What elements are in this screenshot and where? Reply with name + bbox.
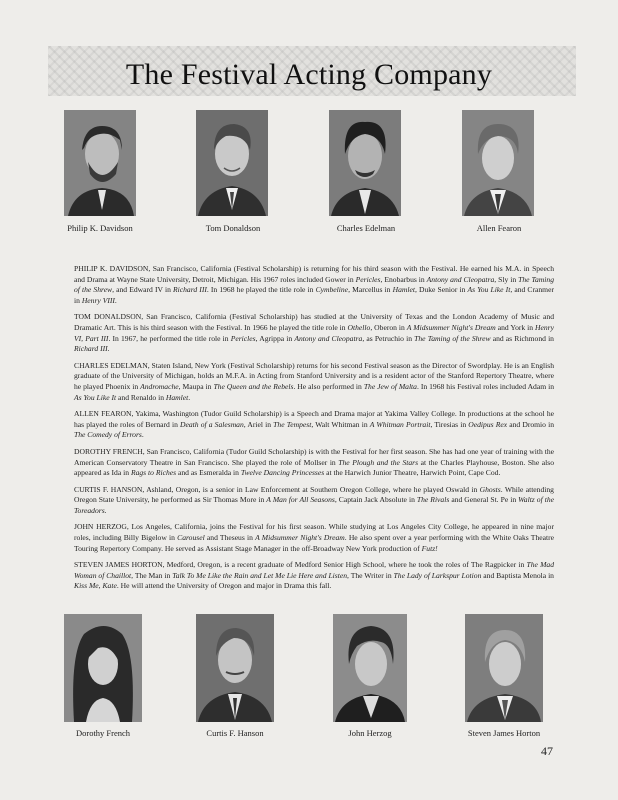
bio-title-italic: The Tempest [273,419,312,429]
bio-title-italic: The Jew of Malta [363,381,417,391]
bio-name: CHARLES EDELMAN [74,360,148,370]
bio-text: and as Richmond in [490,333,554,343]
bio-text: . He also performed in [293,381,364,391]
bio-name: JOHN HERZOG [74,522,127,532]
bio-text: . [141,430,144,440]
caption-fearon: Allen Fearon [476,223,522,233]
bio-paragraph [74,264,554,306]
bio-name: TOM DONALDSON [74,312,142,322]
bio-title-italic: A Man for All Seasons [266,495,335,505]
bio-title-italic: Rags to Riches [130,468,177,478]
bio-text: . In 1968 he played the title role in [206,285,316,295]
bio-title-italic: Henry VIII [81,295,115,305]
bio-title-italic: The Lady of Larkspur Lotion [393,570,482,580]
bio-paragraph [74,522,554,554]
bio-title-italic: Hamlet [165,392,189,402]
bio-title-italic: The Taming of the Shrew [414,333,491,343]
bio-text: and Theseus in [204,533,256,543]
bio-text: , San Francisco, California (Tudor Guild Scholarship) is with the Festival for her first season. She has had one year of training with the American Conservatory Theatre in San Francisco. She played the role of Mollser in [74,446,554,467]
bio-text: , Walt Whitman in [311,419,370,429]
bio-title-italic: Talk To Me Like the Rain and Let Me Lie Here and Listen [172,570,348,580]
bio-text: and General St. Pe in [449,495,519,505]
bio-title-italic: Twelve Dancing Princesses [240,468,325,478]
bio-text: , Maupa in [178,381,214,391]
bio-text: . In 1968 his Festival roles included Adam in [416,381,554,391]
portrait-photo-edelman [329,110,401,216]
bio-title-italic: Pericles [355,274,381,284]
bio-title-italic: Richard III [74,344,108,354]
bio-text: . [114,295,117,305]
bio-text: , Duke Senior in [414,285,468,295]
bio-text: . He also spent over a year performing with the White Oaks Theatre Touring Repertory Company. He served as Assistant Stage Manager in the off-Broadway New York production of [74,533,554,553]
bio-text: , Ariel in [243,419,274,429]
bio-text: , San Francisco, California (Festival Scholarship) is returning for his third season with the Festival. He earned his M.A. in Speech and Drama at Wayne State University, Detroit, Michigan. His 1967 roles included Gower in [74,264,555,284]
portrait-image [64,110,136,216]
bio-title-italic: The Comedy of Errors [74,430,142,440]
bio-text: . In 1967, he performed the title role in [108,333,231,343]
bio-title-italic: The Rivals [416,495,450,505]
bio-title-italic: Richard III [172,285,207,295]
bio-text: . [107,344,110,354]
bio-text: at the Harwich Junior Theatre, Harwich Point, Cape Cod. [324,468,501,478]
portrait-image [64,614,142,722]
bio-text: at the Charles Playhouse, Boston. She also appeared as Ida in [74,457,555,478]
bio-paragraph [74,312,554,354]
bio-text: , Yakima, Washington (Tudor Guild Scholarship) is a Speech and Drama major at Yakima Valley College. In productions at the school he has played the roles of Bernard in [74,409,555,429]
bio-title-italic: Henry VI, Part III [74,322,555,343]
bio-text: , Oberon in [370,322,407,332]
bio-title-italic: Kiss Me, Kate [74,581,117,591]
bio-text: , Ashland, Oregon, is a senior in Law Enforcement at Southern Oregon College, where he played Oswald in [142,484,480,494]
bio-paragraph [74,361,554,403]
bio-title-italic: As You Like It [467,285,511,295]
portrait-photo-horton [465,614,543,722]
bio-title-italic: Cymbeline [315,285,349,295]
bio-text: , The Man in [131,570,173,580]
bio-title-italic: A Midsummer Night's Dream [406,322,496,332]
portrait-photo-herzog [333,614,407,722]
bio-text: , and Edward IV in [112,285,173,295]
bio-text: , Marcellus in [348,285,393,295]
caption-french: Dorothy French [75,728,131,738]
page-number: 47 [541,744,553,758]
bio-title-italic: The Taming of the Shrew [74,274,554,295]
portrait-photo-davidson [64,110,136,216]
caption-hanson: Curtis F. Hanson [206,728,264,738]
bio-title-italic: A Whitman Portrait [369,419,431,429]
bio-text: and Baptista Menola in [481,570,554,580]
portrait-image [329,110,401,216]
bio-title-italic: Ghosts [479,484,501,494]
bio-text: , Captain Jack Absolute in [334,495,417,505]
caption-herzog: John Herzog [348,728,392,738]
bio-text: , Los Angeles, California, joins the Festival for his first season. While studying at Los Angeles City College, he appeared in nine major roles, including Billy Bigelow in [74,522,554,543]
bio-title-italic: Death of a Salesman [180,419,244,429]
bio-text: . He will attend the University of Oregon and major in Drama this fall. [116,581,332,591]
bio-text: , as Petruchio in [362,333,415,343]
portrait-photo-donaldson [196,110,268,216]
bio-text: , Medford, Oregon, is a recent graduate of Medford Senior High School, where he took the roles of The Ragpicker in [162,560,527,570]
bio-paragraph [74,409,554,441]
bio-title-italic: A Midsummer Night's Dream [255,533,345,543]
bio-title-italic: Carousel [177,533,205,543]
portrait-image [333,614,407,722]
bio-title-italic: Futz! [421,543,438,553]
bio-name: CURTIS F. HANSON [74,484,143,494]
bio-title-italic: The Plough and the Stars [338,457,419,467]
bio-text: , Tiresias in [430,419,469,429]
bio-paragraph [74,560,554,592]
portrait-image [196,614,274,722]
portrait-image [465,614,543,722]
portrait-photo-fearon [462,110,534,216]
bio-name: PHILIP K. DAVIDSON [74,264,149,273]
bio-text: and Dromio in [507,419,554,429]
caption-horton: Steven James Horton [467,728,541,738]
bio-title-italic: Antony and Cleopatra [294,333,363,343]
bio-name: STEVEN JAMES HORTON [74,560,163,570]
bio-text: , Sly in [494,274,519,284]
portrait-photo-hanson [196,614,274,722]
bio-text: . [104,505,107,515]
bio-text: . While attending Oregon State University, he performed as Sir Thomas More in [74,484,554,505]
bio-text: , Agrippa in [255,333,295,343]
bio-paragraph [74,485,554,517]
portrait-image [196,110,268,216]
caption-davidson: Philip K. Davidson [67,223,133,233]
bio-paragraph [74,447,554,479]
bio-text: and York in [495,322,536,332]
bio-name: DOROTHY FRENCH [74,446,143,456]
bio-title-italic: The Queen and the Rebels [213,381,294,391]
bio-text: , Enobarbus in [380,274,427,284]
bio-title-italic: The Mad Woman of Chaillot [74,560,554,580]
bio-title-italic: Andromache [140,381,179,391]
bio-text: , San Francisco, California (Festival Scholarship) has studied at the University of Texas and the London Academy of Music and Dramatic Art. This is his third season with the Festival. In 1966 he played the title role in [74,312,554,332]
bio-text: . [188,392,191,402]
bio-title-italic: Oedipus Rex [468,419,508,429]
portrait-photo-french [64,614,142,722]
bio-name: ALLEN FEARON [74,409,132,419]
bio-title-italic: Hamlet [392,285,415,295]
bio-text: , The Writer in [347,570,394,580]
bio-text: , and Cranmer in [74,285,554,305]
bio-title-italic: As You Like It [74,392,117,402]
portrait-image [462,110,534,216]
bio-title-italic: Pericles [230,333,256,343]
caption-edelman: Charles Edelman [336,223,396,233]
bio-title-italic: Antony and Cleopatra [426,274,495,284]
caption-donaldson: Tom Donaldson [205,223,261,233]
page-title: The Festival Acting Company [125,58,493,91]
bio-section [74,264,554,598]
bio-title-italic: Othello [347,322,371,332]
bio-text: and as Esmeralda in [176,468,241,478]
bio-text: , Staten Island, New York (Festival Scholarship) returns for his second Festival season as the Director of Swordplay. He is an English graduate of the University of Michigan, holds an M.F.A. in Acting from Stanford University and is a resident actor of the Stanford Repertory Theatre, where he played Phoenix in [74,360,554,391]
bio-title-italic: Waltz of the Toreadors [74,495,554,515]
bio-text: and Renaldo in [116,392,166,402]
